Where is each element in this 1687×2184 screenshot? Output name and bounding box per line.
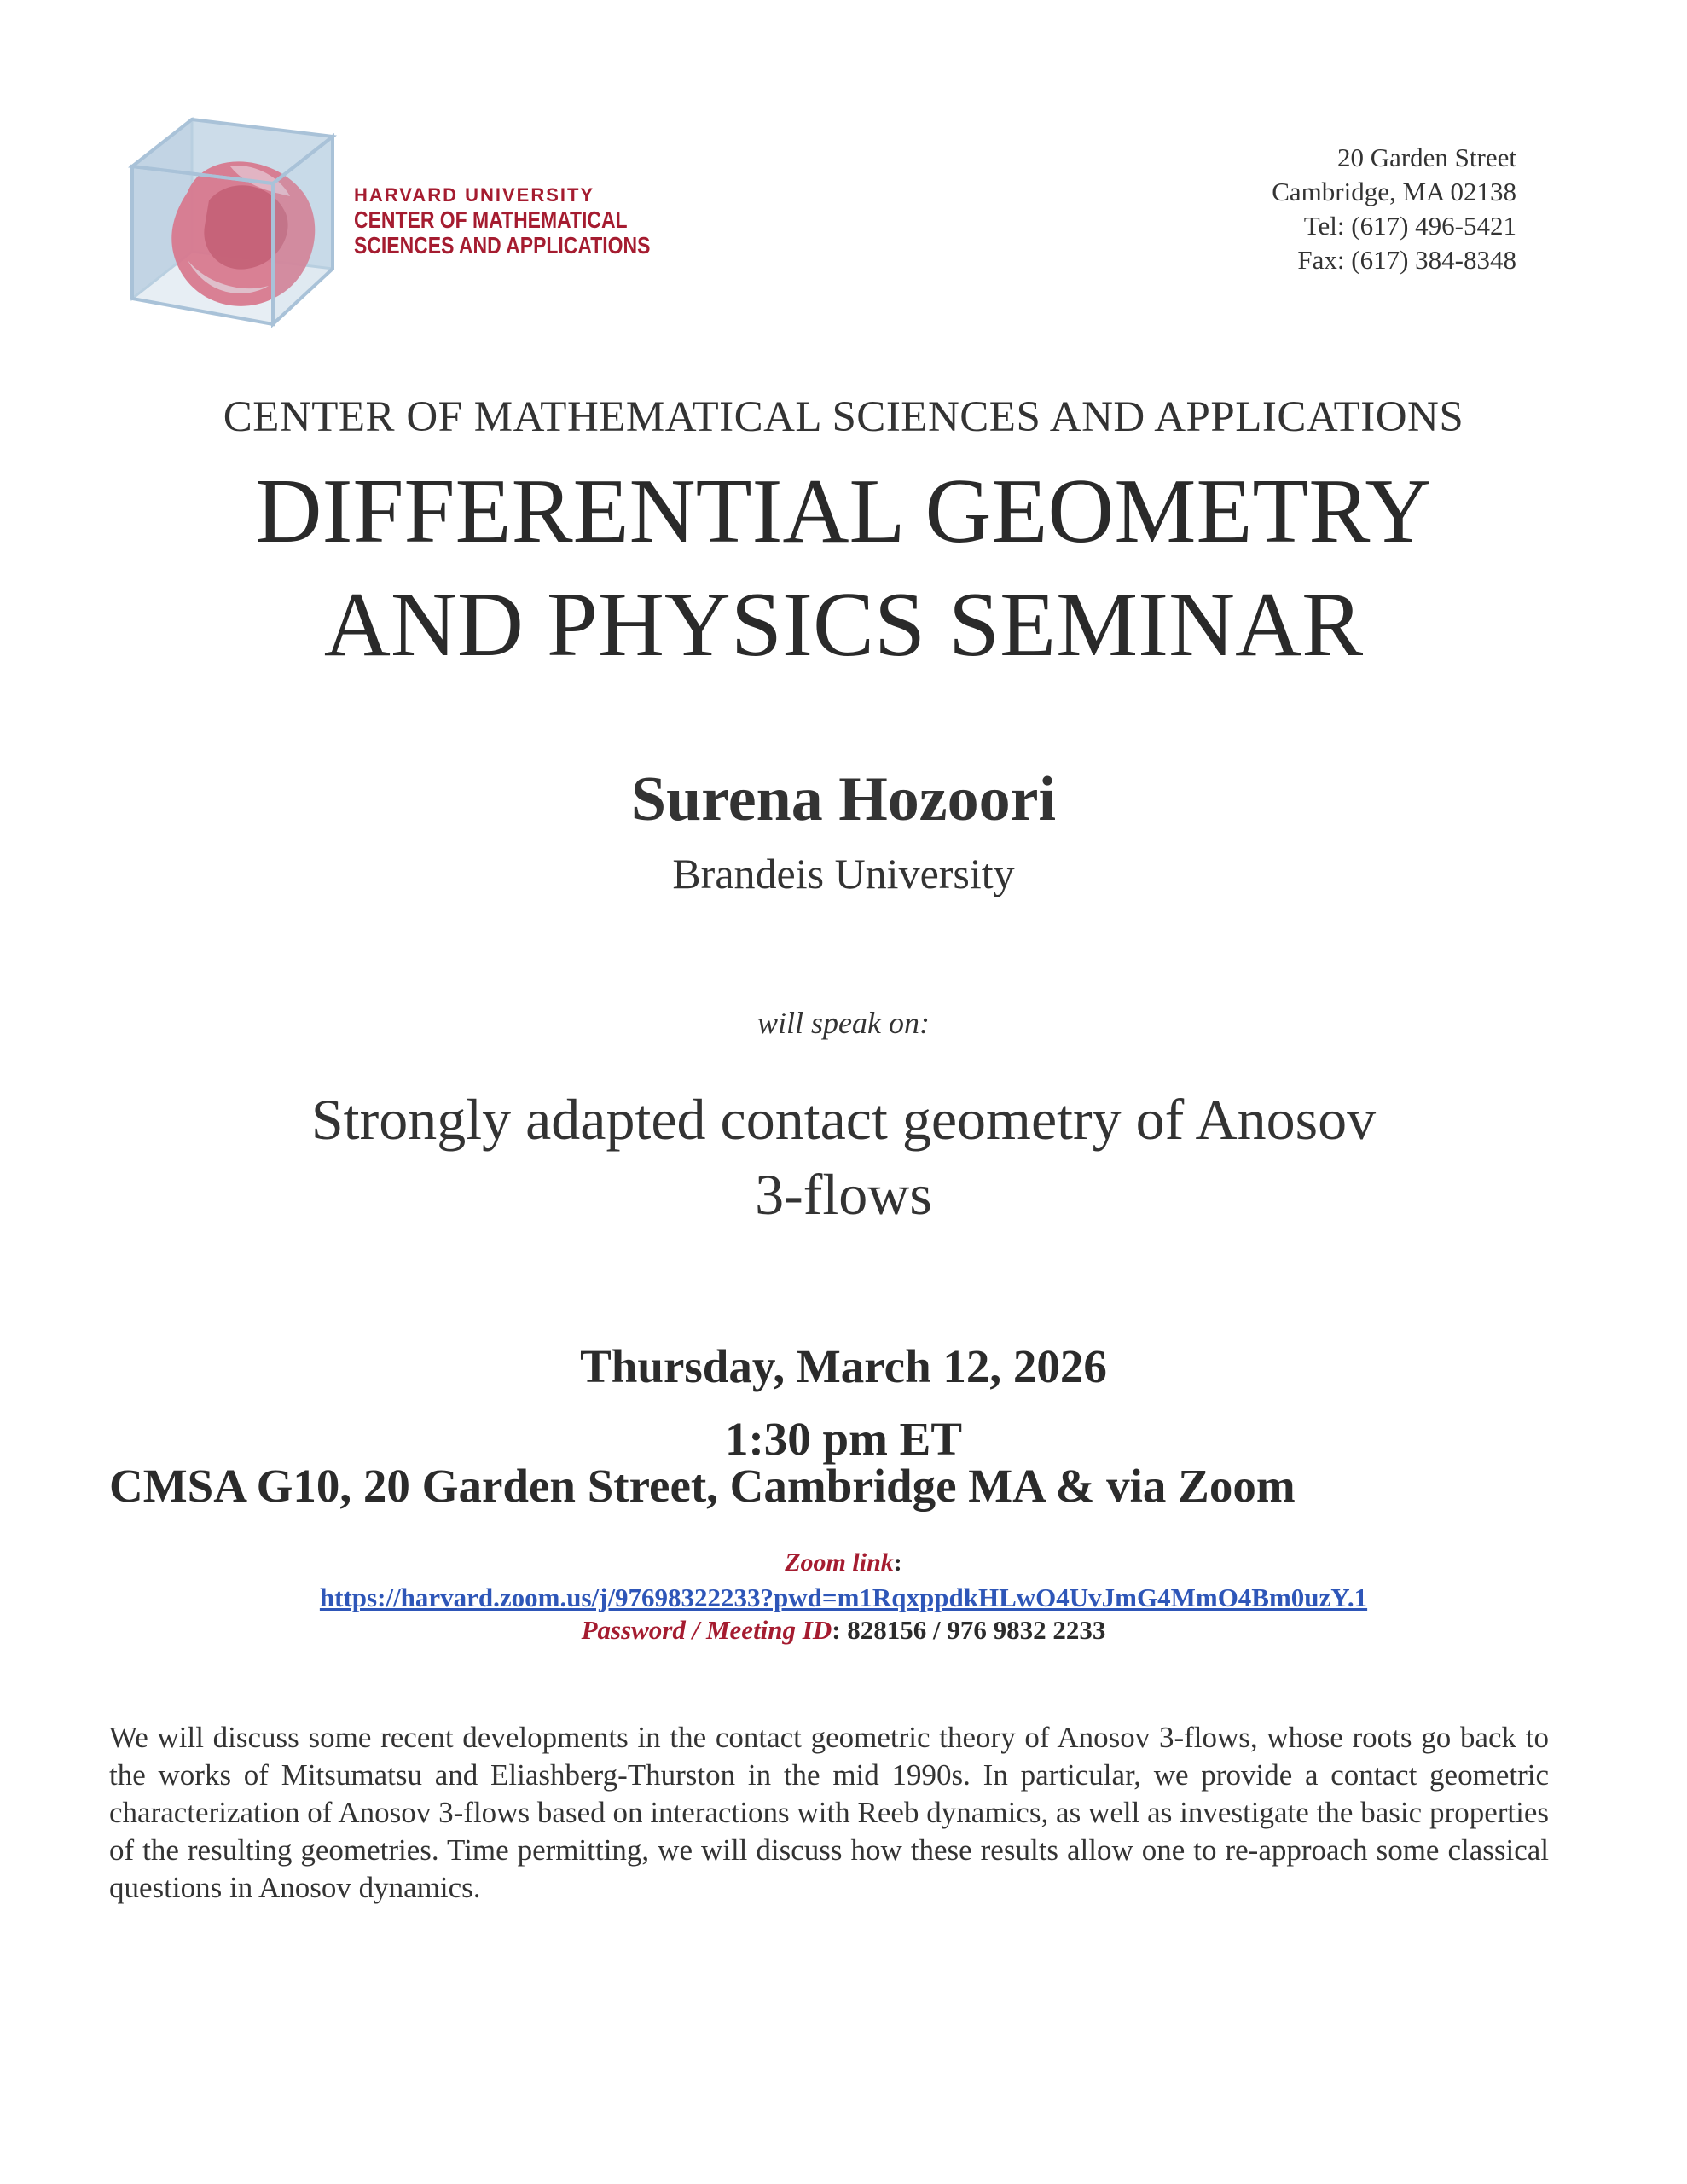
center-name: CENTER OF MATHEMATICAL SCIENCES AND APPLICATIONS <box>223 393 1464 441</box>
zoom-label-text: Zoom link <box>785 1548 894 1577</box>
speaker-name: Surena Hozoori <box>630 764 1057 834</box>
zoom-label <box>0 1548 1687 1577</box>
zoom-password-label: Password / Meeting ID <box>581 1615 832 1645</box>
talk-title-line1: Strongly adapted contact geometry of Anosov <box>310 1087 1377 1152</box>
speaker-affiliation: Brandeis University <box>672 850 1015 897</box>
cube-logo-icon <box>128 115 341 333</box>
event-venue: CMSA G10, 20 Garden Street, Cambridge MA & via Zoom <box>109 1460 1296 1512</box>
abstract: We will discuss some recent developments in the contact geometric theory of Anosov 3-flows, whose roots go back to the works of Mitsumatsu and Eliashberg-Thurston in the mid 1990s. In particular, we provide a contact geometric characterization of Anosov 3-flows based on interactions with Reeb dynamics, as well as investigate the basic properties of the resulting geometries. Time permitting, we will discuss how these results allow one to re-approach some classical questions in Anosov dynamics. <box>109 1721 1549 1904</box>
zoom-password-line <box>0 1615 1687 1646</box>
logo-line1: HARVARD UNIVERSITY <box>354 184 595 206</box>
talk-intro: will speak on: <box>757 1006 930 1040</box>
address-city: Cambridge, MA 02138 <box>1272 177 1516 206</box>
cmsa-logo <box>128 115 651 333</box>
address-tel: Tel: (617) 496-5421 <box>1303 211 1516 241</box>
seminar-title-line1: DIFFERENTIAL GEOMETRY <box>255 461 1432 562</box>
event-time: 1:30 pm ET <box>724 1413 963 1465</box>
address-block <box>1272 141 1516 277</box>
event-date: Thursday, March 12, 2026 <box>580 1340 1107 1392</box>
address-street: 20 Garden Street <box>1336 142 1516 172</box>
seminar-title-line2: AND PHYSICS SEMINAR <box>323 574 1364 676</box>
talk-title-line2: 3-flows <box>755 1162 932 1227</box>
logo-line2: CENTER OF MATHEMATICAL <box>354 206 628 233</box>
address-fax: Fax: (617) 384-8348 <box>1297 245 1516 275</box>
talk-title <box>0 1082 1687 1232</box>
zoom-label-colon: : <box>893 1548 902 1577</box>
zoom-url-line <box>0 1583 1687 1613</box>
zoom-password-value: : 828156 / 976 9832 2233 <box>832 1615 1106 1645</box>
zoom-link[interactable]: https://harvard.zoom.us/j/97698322233?pwd=m1RqxppdkHLwO4UvJmG4MmO4Bm0uzY.1 <box>319 1583 1368 1612</box>
logo-line3: SCIENCES AND APPLICATIONS <box>354 232 651 258</box>
logo-wordmark <box>354 183 716 258</box>
